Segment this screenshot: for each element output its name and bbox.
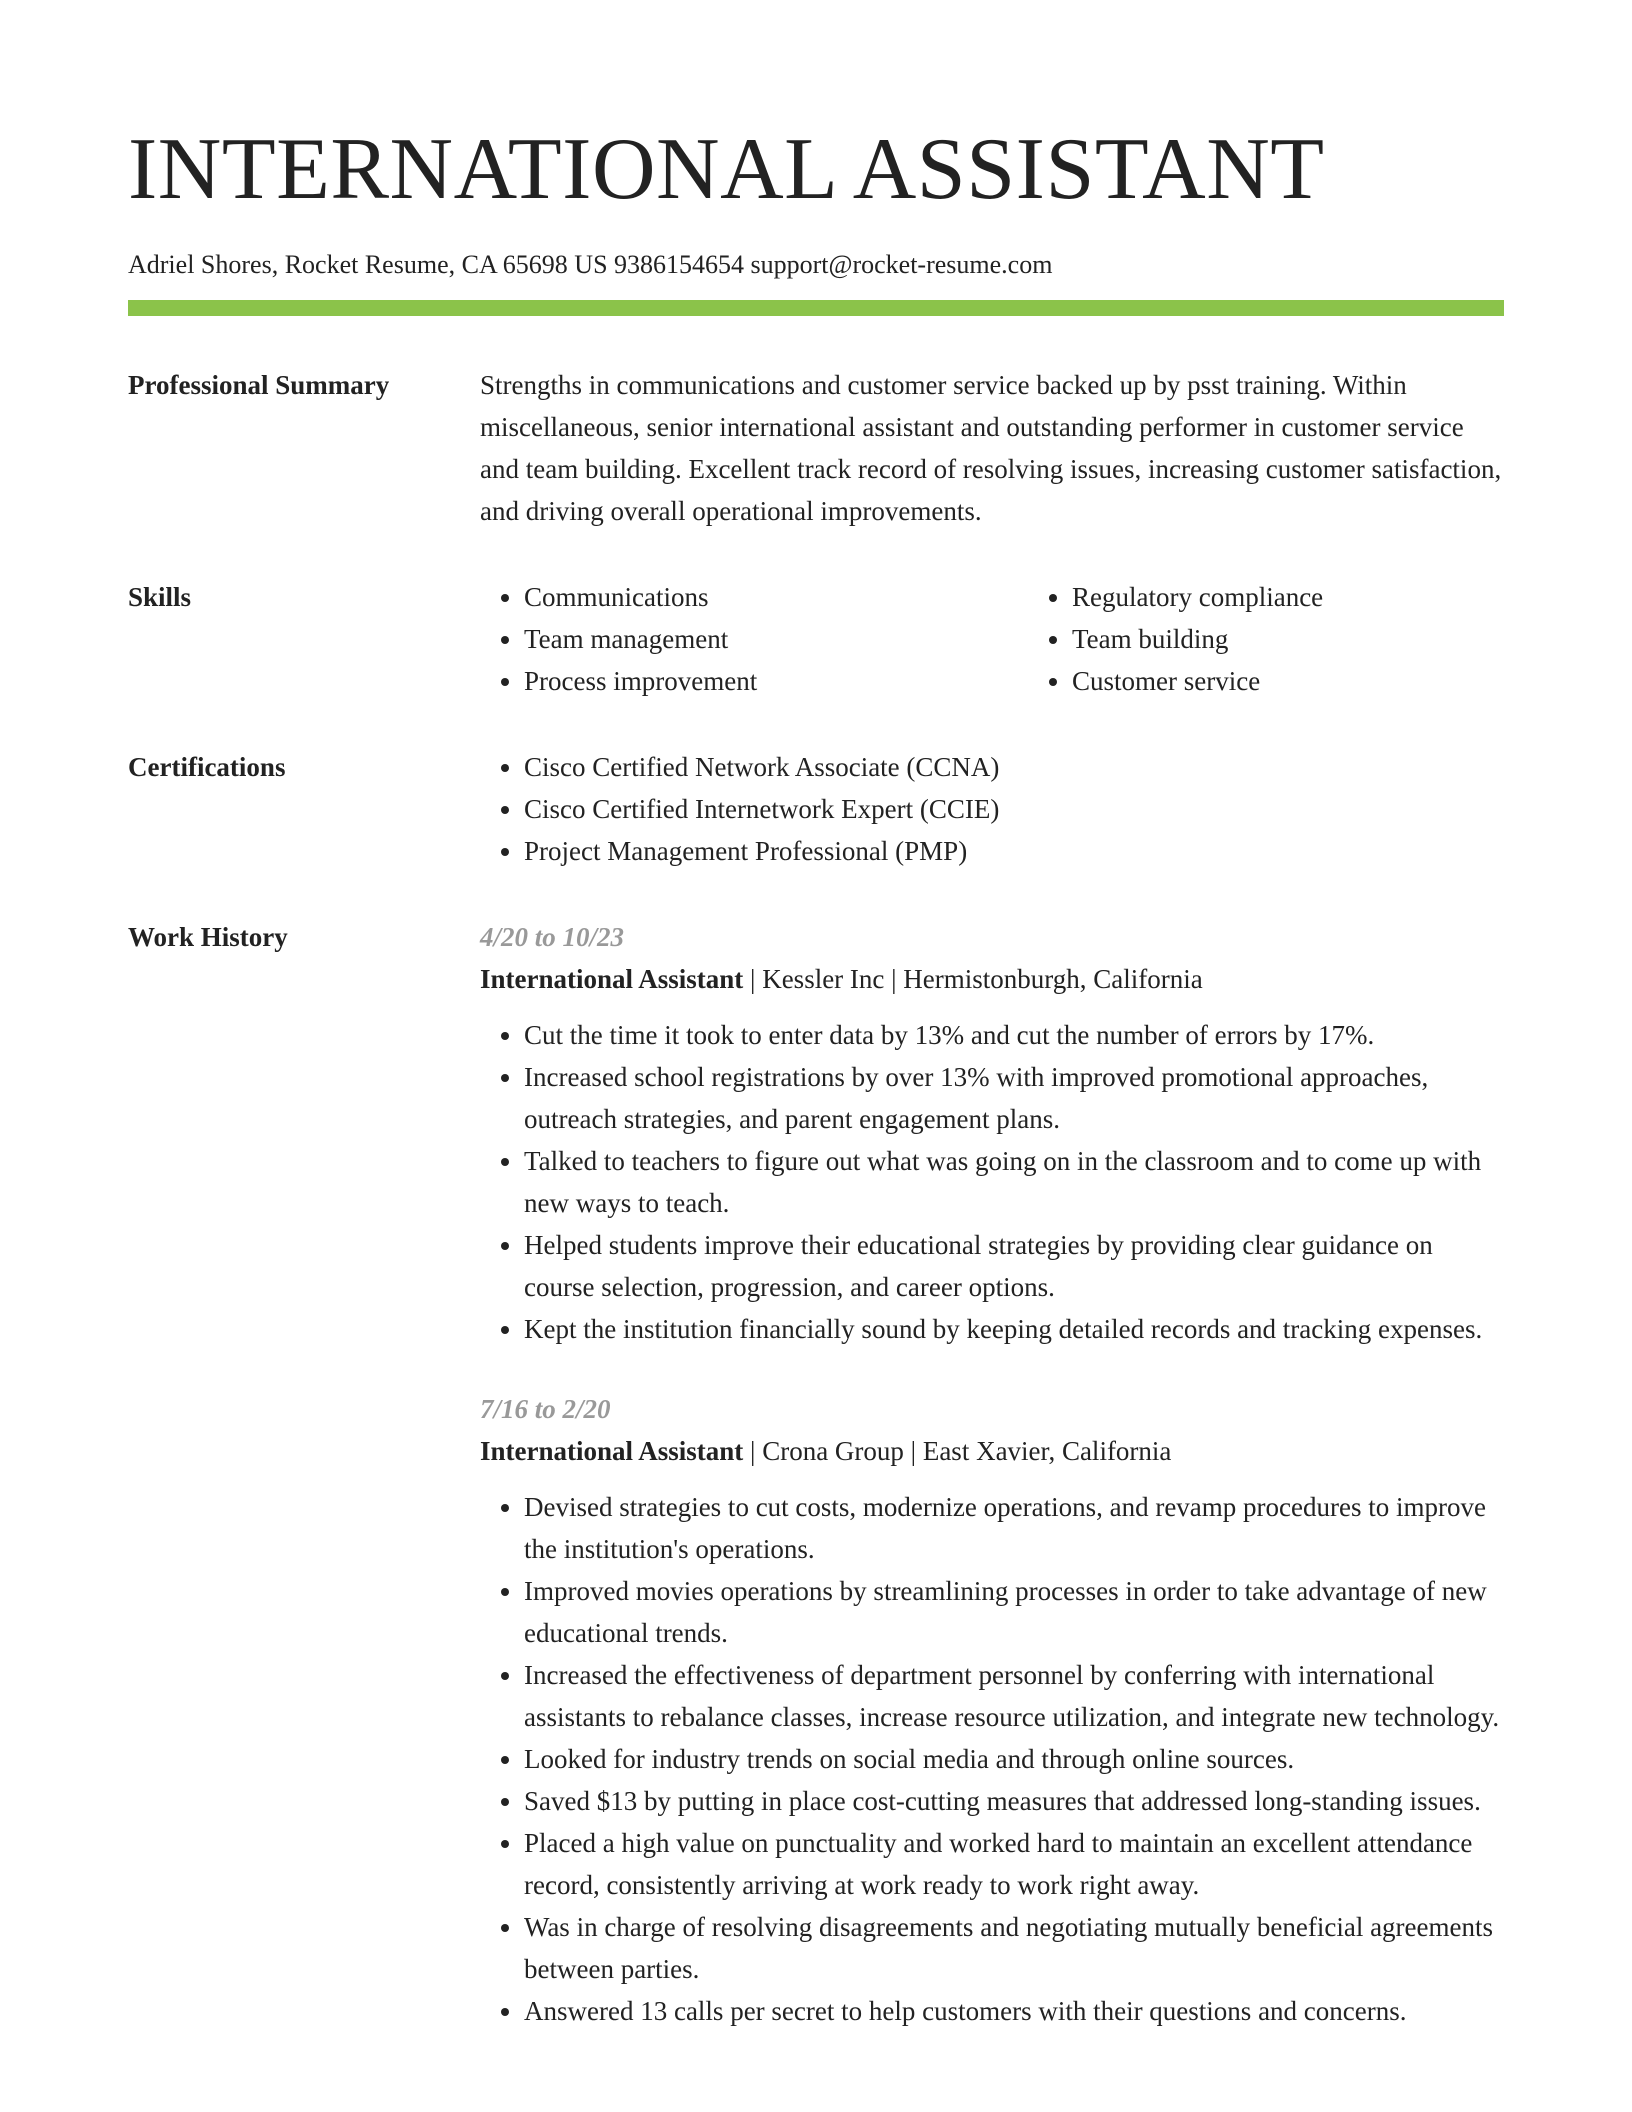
summary-section: [128, 364, 1504, 532]
job-bullets: [480, 1014, 1504, 1350]
job-details: | Kessler Inc | Hermistonburgh, California: [743, 964, 1203, 994]
skills-section: [128, 576, 1504, 702]
job-bullets: [480, 1486, 1504, 2032]
certification-item: • Cisco Certified Network Associate (CCNA): [524, 746, 1504, 788]
job-bullet: • Increased the effectiveness of department personnel by conferring with international assistants to rebalance classes, increase resource utilization, and integrate new technology.: [524, 1654, 1504, 1738]
work-history-section: [128, 916, 1504, 2032]
job-dates: 7/16 to 2/20: [480, 1394, 611, 1424]
skills-list-left: [480, 576, 1028, 702]
resume-name: INTERNATIONAL ASSISTANT: [128, 121, 1325, 218]
job-title: International Assistant: [480, 964, 744, 994]
skill-item: • Process improvement: [524, 660, 1028, 702]
job-bullet: • Devised strategies to cut costs, modernize operations, and revamp procedures to improve the institution's operations.: [524, 1486, 1504, 1570]
certification-item: • Cisco Certified Internetwork Expert (CCIE): [524, 788, 1504, 830]
resume-page: [128, 120, 1504, 2032]
job-bullet: • Kept the institution financially sound by keeping detailed records and tracking expenses.: [524, 1308, 1504, 1350]
section-title-work-history: Work History: [128, 922, 288, 952]
section-title-summary: Professional Summary: [128, 370, 390, 400]
job-bullet: • Looked for industry trends on social media and through online sources.: [524, 1738, 1504, 1780]
certifications-body: [480, 746, 1504, 872]
job-bullet: • Saved $13 by putting in place cost-cutting measures that addressed long-standing issues.: [524, 1780, 1504, 1822]
certification-item: • Project Management Professional (PMP): [524, 830, 1504, 872]
job-bullet: • Improved movies operations by streamlining processes in order to take advantage of new educational trends.: [524, 1570, 1504, 1654]
work-history-body: [480, 916, 1504, 2032]
job-title: International Assistant: [480, 1436, 744, 1466]
job-bullet: • Cut the time it took to enter data by 13% and cut the number of errors by 17%.: [524, 1014, 1504, 1056]
header-divider: [128, 300, 1504, 316]
job-heading: [480, 1430, 1504, 1472]
section-title-certifications: Certifications: [128, 752, 286, 782]
job-heading: [480, 958, 1504, 1000]
section-title-skills: Skills: [128, 582, 192, 612]
certifications-section: [128, 746, 1504, 872]
job-bullet: • Helped students improve their educational strategies by providing clear guidance on course selection, progression, and career options.: [524, 1224, 1504, 1308]
job-bullet: • Answered 13 calls per secret to help customers with their questions and concerns.: [524, 1990, 1504, 2032]
job-bullet: • Placed a high value on punctuality and worked hard to maintain an excellent attendance record, consistently arriving at work ready to work right away.: [524, 1822, 1504, 1906]
skill-item: • Communications: [524, 576, 1028, 618]
job-details: | Crona Group | East Xavier, California: [743, 1436, 1172, 1466]
skills-list-right: [1028, 576, 1576, 702]
contact-line: Adriel Shores, Rocket Resume, CA 65698 US 9386154654 support@rocket-resume.com: [128, 250, 1053, 279]
job-dates: 4/20 to 10/23: [480, 922, 625, 952]
job-bullet: • Talked to teachers to figure out what was going on in the classroom and to come up with new ways to teach.: [524, 1140, 1504, 1224]
job-entry: [480, 916, 1504, 1350]
skills-grid: [480, 576, 1576, 702]
summary-text: Strengths in communications and customer service backed up by psst training. Within miscellaneous, senior international assistant and outstanding performer in customer service and team building. Excellent track record of resolving issues, increasing customer satisfaction, and driving overall operational improvements.: [480, 370, 1502, 526]
skill-item: • Customer service: [1072, 660, 1576, 702]
job-bullet: • Was in charge of resolving disagreements and negotiating mutually beneficial agreements between parties.: [524, 1906, 1504, 1990]
certifications-list: [480, 746, 1504, 872]
skill-item: • Team building: [1072, 618, 1576, 660]
skill-item: • Team management: [524, 618, 1028, 660]
job-bullet: • Increased school registrations by over 13% with improved promotional approaches, outreach strategies, and parent engagement plans.: [524, 1056, 1504, 1140]
job-entry: [480, 1388, 1504, 2032]
skill-item: • Regulatory compliance: [1072, 576, 1576, 618]
